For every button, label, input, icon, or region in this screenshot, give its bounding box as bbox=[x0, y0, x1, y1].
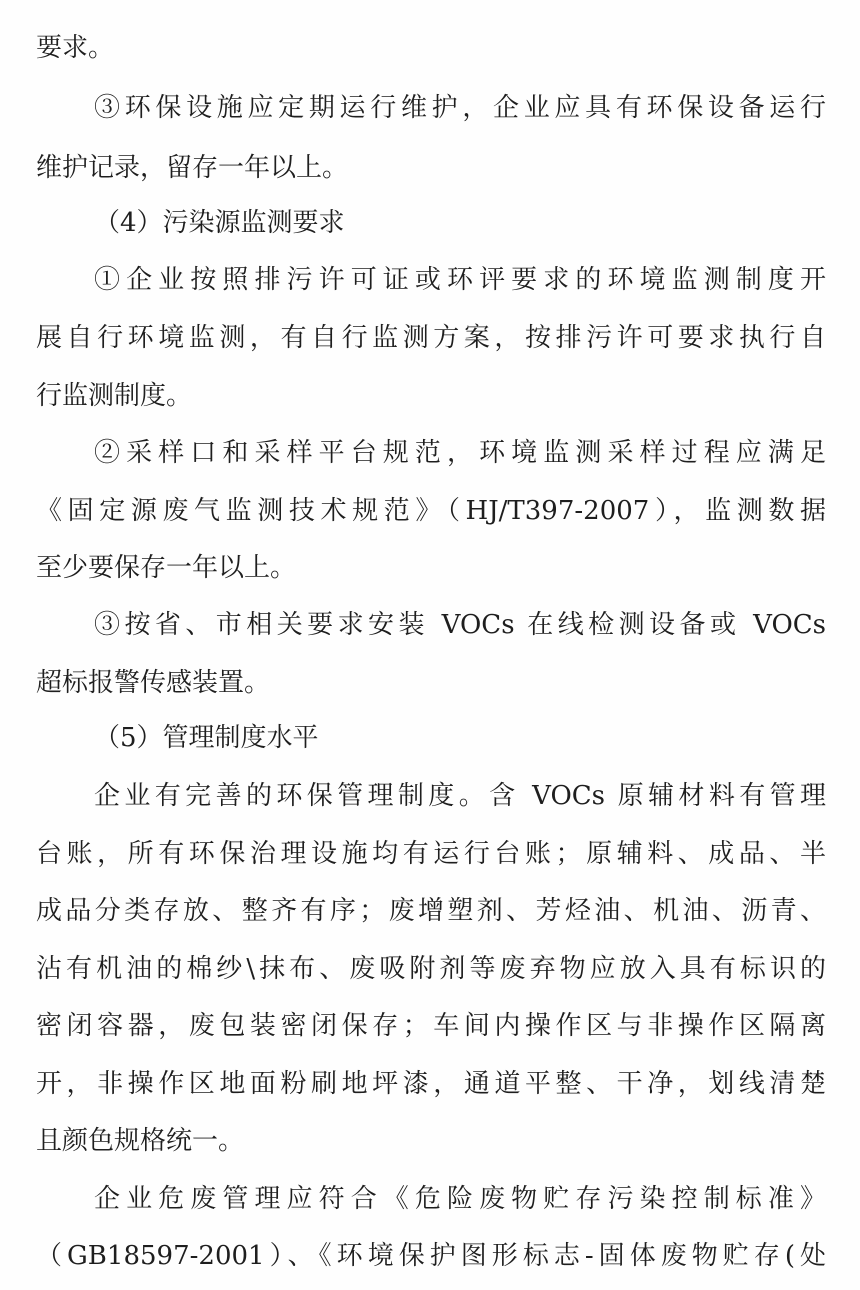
text-line: 超标报警传感装置。 bbox=[36, 668, 271, 698]
text-line: 企业危废管理应符合《危险废物贮存污染控制标准》 bbox=[94, 1184, 826, 1214]
section-heading: （4）污染源监测要求 bbox=[94, 208, 345, 238]
text-line: 密闭容器，废包装密闭保存；车间内操作区与非操作区隔离 bbox=[36, 1011, 826, 1041]
text-line: 至少要保存一年以上。 bbox=[36, 553, 297, 583]
text-line: ①企业按照排污许可证或环评要求的环境监测制度开 bbox=[94, 265, 826, 295]
text-line: 沾有机油的棉纱\抹布、废吸附剂等废弃物应放入具有标识的 bbox=[36, 954, 826, 984]
text-line: 行监测制度。 bbox=[36, 381, 193, 411]
text-line: 台账，所有环保治理设施均有运行台账；原辅料、成品、半 bbox=[36, 839, 826, 869]
section-heading: （5）管理制度水平 bbox=[94, 723, 319, 753]
text-line: 成品分类存放、整齐有序；废增塑剂、芳烃油、机油、沥青、 bbox=[36, 896, 826, 926]
text-line: 要求。 bbox=[36, 33, 115, 63]
text-line: 《固定源废气监测技术规范》（HJ/T397-2007），监测数据 bbox=[36, 496, 826, 526]
text-line: ②采样口和采样平台规范，环境监测采样过程应满足 bbox=[94, 438, 826, 468]
text-line: ③环保设施应定期运行维护，企业应具有环保设备运行 bbox=[94, 93, 826, 123]
text-line: 展自行环境监测，有自行监测方案，按排污许可要求执行自 bbox=[36, 323, 826, 353]
text-line: ③按省、市相关要求安装 VOCs 在线检测设备或 VOCs bbox=[94, 610, 826, 640]
text-line: 且颜色规格统一。 bbox=[36, 1126, 245, 1156]
text-line: 企业有完善的环保管理制度。含 VOCs 原辅材料有管理 bbox=[94, 781, 826, 811]
text-line: （GB18597-2001）、《环境保护图形标志-固体废物贮存(处 bbox=[36, 1241, 826, 1271]
text-line: 维护记录，留存一年以上。 bbox=[36, 153, 349, 183]
text-line: 开，非操作区地面粉刷地坪漆，通道平整、干净，划线清楚 bbox=[36, 1069, 826, 1099]
